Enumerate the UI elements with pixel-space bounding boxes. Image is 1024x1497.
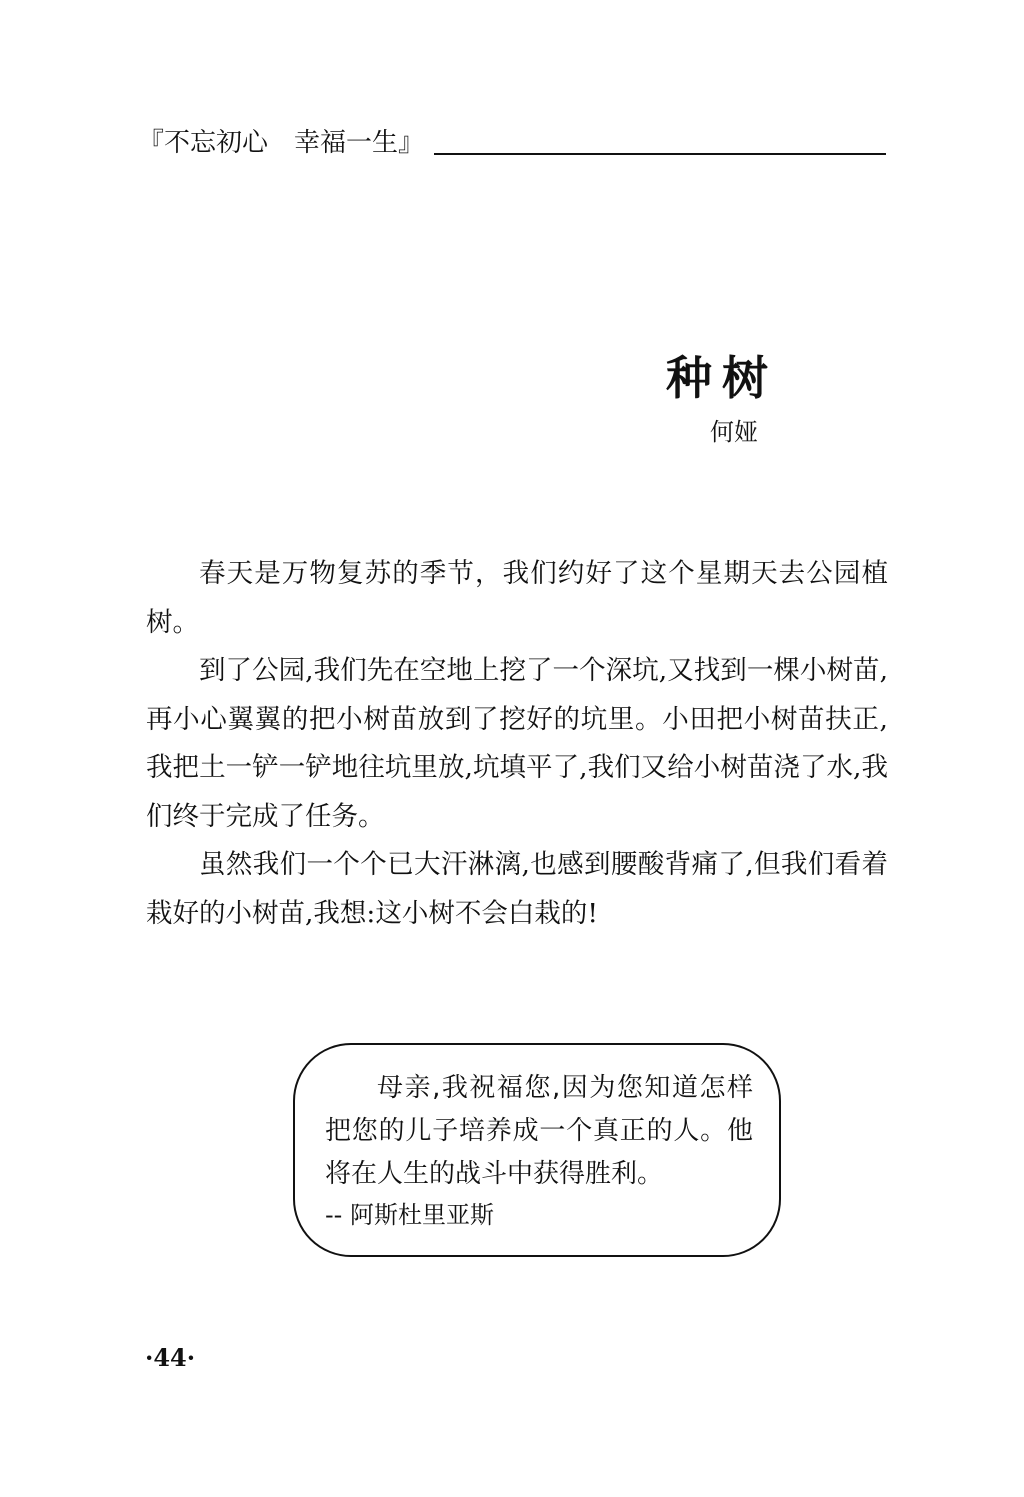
running-header — [138, 128, 886, 162]
paragraph: 春天是万物复苏的季节，我们约好了这个星期天去公园植树。 — [146, 558, 888, 638]
paragraph: 虽然我们一个个已大汗淋漓,也感到腰酸背痛了,但我们看着栽好的小树苗,我想:这小树不会白栽的! — [146, 849, 888, 929]
article-author: 何娅 — [710, 418, 758, 446]
page-number: ·44· — [145, 1343, 196, 1372]
article-body — [146, 550, 888, 938]
paragraph: 到了公园,我们先在空地上挖了一个深坑,又找到一棵小树苗,再小心翼翼的把小树苗放到了挖好的坑里。小田把小树苗扶正,我把土一铲一铲地往坑里放,坑填平了,我们又给小树苗浇了水,我们终于完成了任务。 — [146, 655, 888, 832]
quote-box — [293, 1043, 781, 1257]
quote-source: -- 阿斯杜里亚斯 — [325, 1201, 494, 1229]
article-title: 种树 — [666, 351, 778, 405]
quote-text: 母亲,我祝福您,因为您知道怎样把您的儿子培养成一个真正的人。他将在人生的战斗中获得胜利。 — [325, 1073, 753, 1189]
running-title: 『不忘初心 幸福一生』 — [138, 128, 425, 158]
header-rule — [434, 153, 886, 155]
